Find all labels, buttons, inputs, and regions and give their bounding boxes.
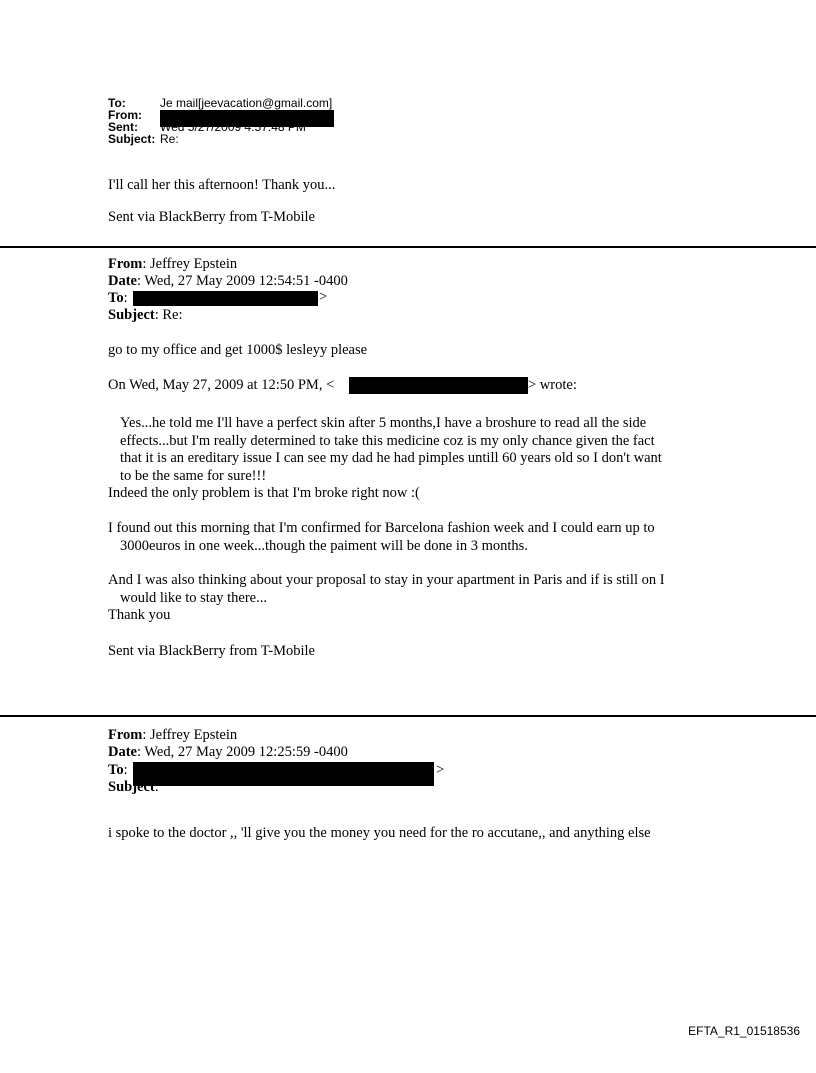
quoted-line: 3000euros in one week...though the paiment will be done in 3 months.: [120, 538, 528, 554]
email3-date-row: [108, 744, 348, 761]
date-label: Date: [108, 744, 137, 760]
redaction-box: [349, 377, 528, 394]
to-suffix: >: [436, 762, 445, 778]
subject-value: Re:: [160, 132, 179, 146]
email2-from-row: [108, 256, 237, 273]
from-value: : Jeffrey Epstein: [142, 256, 238, 272]
from-label: From:: [108, 108, 142, 122]
email2-subject-row: [108, 307, 183, 324]
email1-signature: Sent via BlackBerry from T-Mobile: [108, 209, 315, 225]
email3-from-row: [108, 727, 237, 744]
subject-value: : Re:: [154, 307, 183, 323]
to-value: :: [123, 290, 128, 306]
from-value: : Jeffrey Epstein: [142, 727, 238, 743]
subject-label: Subject:: [108, 132, 156, 146]
quote-intro: On Wed, May 27, 2009 at 12:50 PM, <: [108, 377, 335, 393]
from-label: From: [108, 256, 143, 272]
quoted-line: that it is an ereditary issue I can see my dad he had pimples untill 60 years old so I don't want: [120, 450, 662, 466]
redaction-box: [133, 291, 318, 306]
date-value: : Wed, 27 May 2009 12:25:59 -0400: [137, 744, 348, 760]
email1-body-line: I'll call her this afternoon! Thank you...: [108, 177, 336, 193]
sent-value: Wed 5/27/2009 4:57:48 PM: [160, 120, 306, 134]
from-label: From: [108, 727, 143, 743]
to-label: To:: [108, 96, 126, 110]
to-label: To: [108, 290, 124, 306]
quoted-line: I found out this morning that I'm confirmed for Barcelona fashion week and I could earn up to: [108, 520, 655, 536]
sent-label: Sent:: [108, 120, 138, 134]
to-value: :: [123, 762, 128, 778]
subject-label: Subject: [108, 307, 155, 323]
to-value: Je mail[jeevacation@gmail.com]: [160, 96, 333, 110]
email3-to-row: [108, 762, 128, 779]
date-label: Date: [108, 273, 137, 289]
quoted-line: effects...but I'm really determined to take this medicine coz is my only chance given the fact: [120, 433, 655, 449]
subject-value: :: [154, 779, 159, 795]
document-id: EFTA_R1_01518536: [688, 1024, 800, 1038]
email3-subject-row: [108, 779, 159, 796]
divider: [0, 246, 816, 248]
email2-body: go to my office and get 1000$ lesleyy please: [108, 342, 368, 358]
email3-body: i spoke to the doctor ,, 'll give you the money you need for the ro accutane,, and anything else: [108, 825, 651, 841]
quoted-line: would like to stay there...: [120, 590, 267, 606]
to-label: To: [108, 762, 124, 778]
subject-label: Subject: [108, 779, 155, 795]
email2-to-row: [108, 290, 128, 307]
quoted-line: to be the same for sure!!!: [120, 468, 267, 484]
divider: [0, 715, 816, 717]
quote-intro-suffix: > wrote:: [528, 377, 577, 393]
quoted-line: Yes...he told me I'll have a perfect skin after 5 months,I have a broshure to read all the side: [120, 415, 647, 431]
redaction-box: [133, 762, 434, 786]
to-suffix: >: [319, 289, 328, 305]
email2-date-row: [108, 273, 348, 290]
date-value: : Wed, 27 May 2009 12:54:51 -0400: [137, 273, 348, 289]
quoted-line: And I was also thinking about your proposal to stay in your apartment in Paris and if is still on I: [108, 572, 665, 588]
quoted-signature: Sent via BlackBerry from T-Mobile: [108, 643, 315, 659]
quoted-line: Indeed the only problem is that I'm broke right now :(: [108, 485, 420, 501]
quoted-line: Thank you: [108, 607, 171, 623]
